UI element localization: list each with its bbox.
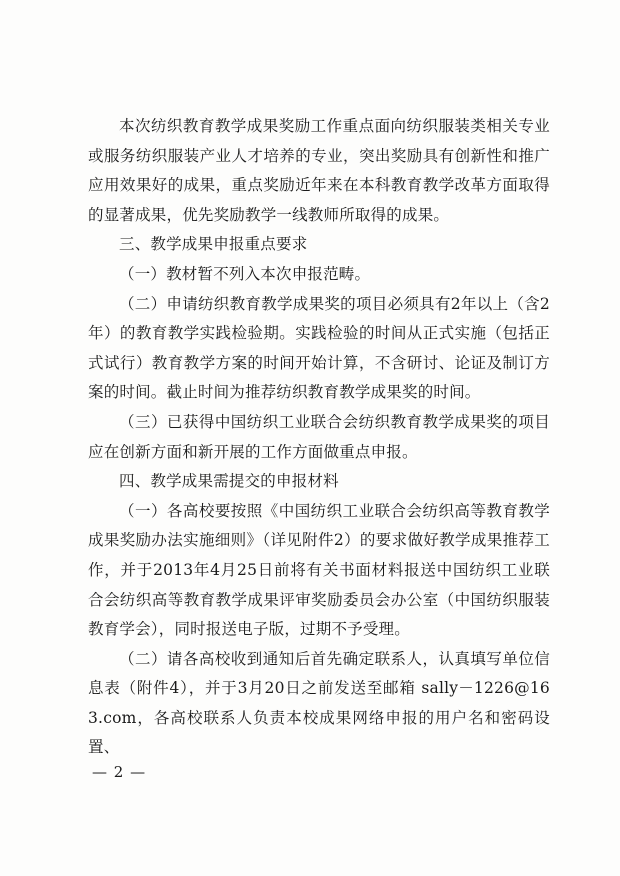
paragraph-item-3-2: （二）申请纺织教育教学成果奖的项目必须具有2年以上（含2年）的教育教学实践检验期。实践检验的时间从正式实施（包括正式试行）教育教学方案的时间开始计算，不含研讨、论证及制订方案的时间。截止时间为推荐纺织教育教学成果奖的时间。	[88, 294, 550, 402]
page-number: — 2 —	[92, 763, 147, 781]
document-body	[88, 112, 550, 763]
paragraph-scope: 本次纺织教育教学成果奖励工作重点面向纺织服装类相关专业或服务纺织服装产业人才培养的专业，突出奖励具有创新性和推广应用效果好的成果，重点奖励近年来在本科教育教学改革方面取得的显著成果，优先奖励教学一线教师所取得的成果。	[88, 117, 550, 224]
paragraph-item-3-3: （三）已获得中国纺织工业联合会纺织教育教学成果奖的项目应在创新方面和新开展的工作方面做重点申报。	[88, 412, 550, 461]
section-heading-3: 三、教学成果申报重点要求	[119, 235, 308, 254]
section-heading-4: 四、教学成果需提交的申报材料	[119, 472, 339, 491]
paragraph-item-4-2: （二）请各高校收到通知后首先确定联系人，认真填写单位信息表（附件4），并于3月20日之前发送至邮箱 sally－1226@163.com，各高校联系人负责本校成果网络申报的用户名和密码设置、	[88, 649, 550, 757]
paragraph-item-4-1: （一）各高校要按照《中国纺织工业联合会纺织高等教育教学成果奖励办法实施细则》（详见附件2）的要求做好教学成果推荐工作，并于2013年4月25日前将有关书面材料报送中国纺织工业联合会纺织高等教育教学成果评审奖励委员会办公室（中国纺织服装教育学会），同时报送电子版，过期不予受理。	[88, 501, 550, 639]
paragraph-item-3-1: （一）教材暂不列入本次申报范畴。	[119, 264, 371, 283]
